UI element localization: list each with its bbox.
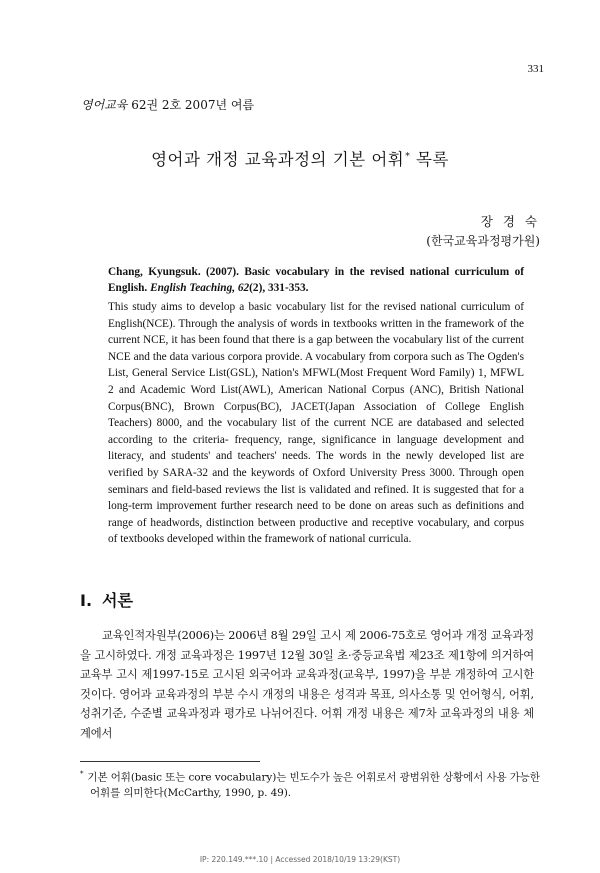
- section-heading: [80, 588, 133, 611]
- citation-journal: English Teaching, 62: [150, 282, 250, 294]
- footnote-text: 기본 어휘(basic 또는 core vocabulary)는 빈도수가 높은 어휘로서 광범위한 상황에서 사용 가능한 어휘를 의미한다(McCarthy, 1990, p. 49).: [87, 771, 540, 799]
- citation-authors: Chang, Kyungsuk. (2007). Basic vocabulary in the revised national curriculum of English.: [108, 266, 524, 294]
- footnote: [80, 767, 544, 802]
- paper-title: [0, 146, 600, 170]
- footnote-marker: *: [80, 770, 84, 778]
- body-paragraph: 교육인적자원부(2006)는 2006년 8월 29일 고시 제 2006-75호로 영어과 개정 교육과정을 고시하였다. 개정 교육과정은 1997년 12월 30일 초·중등교육법 제23조 제1항에 의거하여 교육부 고시 제1997-15로 고시된 외국어과 교육과정(교육부, 1997)을 부분 개정하여 고시한 것이다. 영어과 교육과정의 부분 수시 개정의 내용은 성격과 목표, 의사소통 및 언어형식, 어휘, 성취기준, 수준별 교육과정과 평가로 나뉘어진다. 어휘 개정 내용은 제7차 교육과정의 내용 체계에서: [80, 629, 534, 740]
- title-footnote-marker: *: [405, 151, 411, 162]
- author-name: 장 경 숙: [480, 214, 540, 229]
- citation: [108, 264, 524, 296]
- author-affiliation: (한국교육과정평가원): [426, 234, 540, 248]
- journal-name: 영어교육: [81, 98, 128, 112]
- journal-issue: 62권 2호 2007년 여름: [131, 98, 255, 112]
- page-number: 331: [527, 63, 544, 75]
- access-footer: IP: 220.149.***.10 | Accessed 2018/10/19 13:29(KST): [199, 855, 401, 864]
- paper-title-suffix: 목록: [410, 150, 449, 169]
- citation-pages: (2), 331-353.: [249, 282, 309, 294]
- section-title: 서론: [102, 591, 133, 610]
- paper-title-main: 영어과 개정 교육과정의 기본 어휘: [151, 150, 405, 169]
- section-number: I.: [80, 591, 93, 610]
- footnote-divider: [80, 761, 260, 762]
- abstract: This study aims to develop a basic vocabulary list for the revised national curriculum of English(NCE). Through the analysis of words in textbooks written in the framework of the current NCE, it has been found that there is a gap between the vocabulary list of the current NCE and the data various corpora provide. A vocabulary from corpora such as The Ogden's List, General Service List(GSL), Nation's MFWL(Most Frequent Word Family) 1, MFWL 2 and Academic Word List(AWL), American National Corpus (ANC), British National Corpus(BNC), Brown Corpus(BC), JACET(Japan Association of College English Teachers) 8000, and the vocabulary list of the current NCE are databased and selected according to the criteria- frequency, range, significance in language development and literacy, and students' and teachers' needs. The words in the newly developed list are verified by SARA-32 and the keywords of Oxford University Press 3000. Through open seminars and field-based reviews the list is validated and refined. It is suggested that for a long-term improvement further research need to be done on areas such as definitions and range of headwords, distinction between productive and receptive vocabulary, and corpus of textbooks developed within the framework of national curricula.: [108, 301, 524, 546]
- journal-header: [81, 96, 254, 113]
